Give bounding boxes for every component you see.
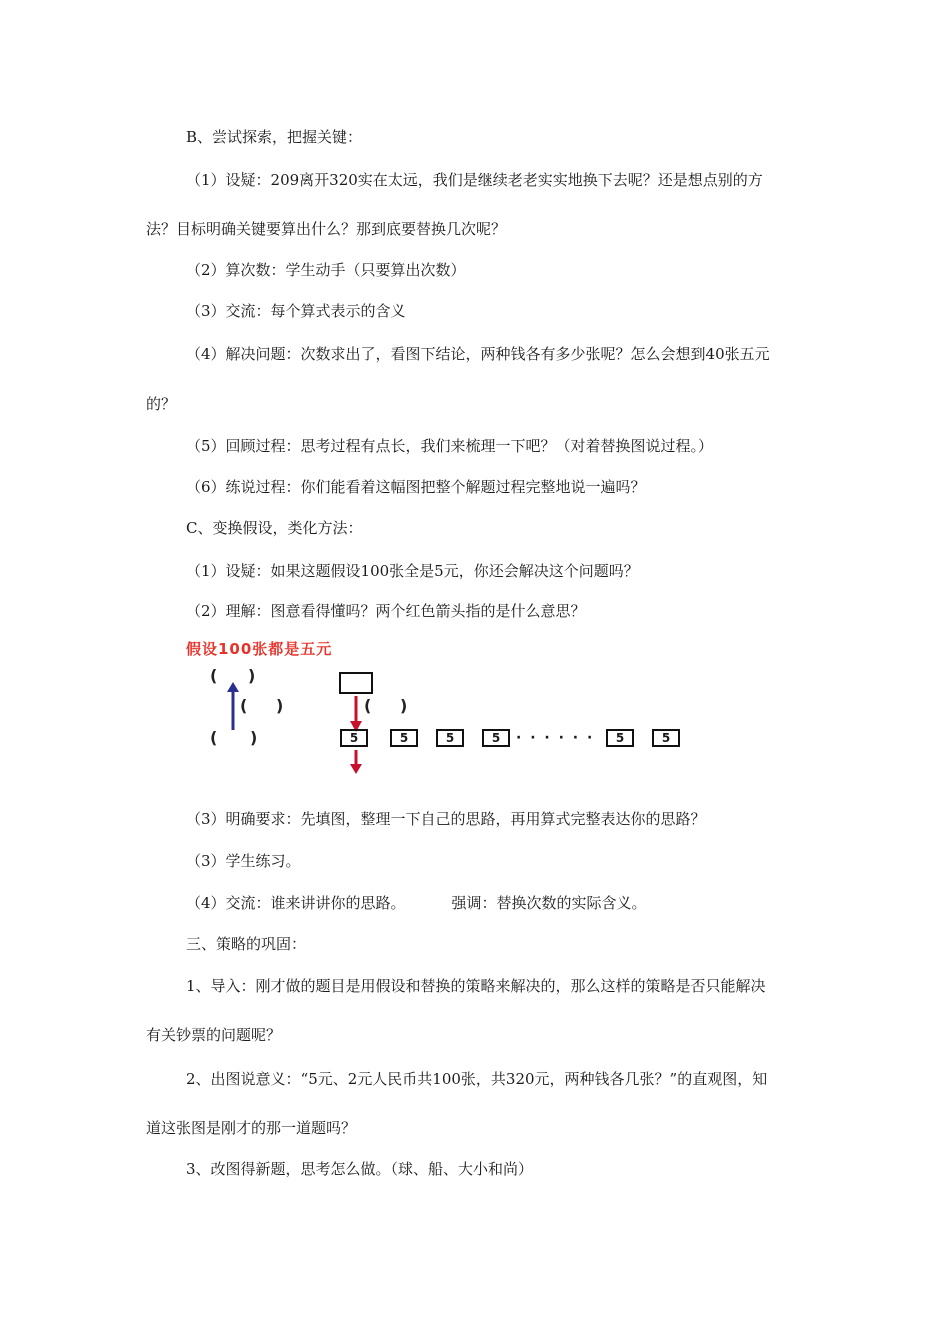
item-c4-emphasis: 强调：替换次数的实际含义。 <box>451 894 647 912</box>
paren-bottom-close: ) <box>250 728 258 747</box>
item-b6: （6）练说过程：你们能看着这幅图把整个解题过程完整地说一遍吗？ <box>186 478 646 496</box>
arrow-down-icon <box>349 696 363 732</box>
item-b3: （3）交流：每个算式表示的含义 <box>186 302 406 320</box>
cell-5: 5 <box>652 729 680 747</box>
item-p2-line1: 2、出图说意义：“5元、2元人民币共100张，共320元，两种钱各几张？”的直观图，知 <box>186 1070 768 1088</box>
paren-bottom-open: ( <box>210 728 218 747</box>
diagram-title: 假设100张都是五元 <box>186 640 333 658</box>
paren-mid-close: ) <box>276 696 284 715</box>
substitution-diagram <box>186 638 706 774</box>
paren-top-open: ( <box>210 666 218 685</box>
item-c3: （3）明确要求：先填图，整理一下自己的思路，再用算式完整表达你的思路？ <box>186 810 706 828</box>
item-b2: （2）算次数：学生动手（只要算出次数） <box>186 261 466 279</box>
item-c2: （2）理解：图意看得懂吗？两个红色箭头指的是什么意思？ <box>186 602 586 620</box>
ellipsis-dots: · · · · · · <box>516 730 595 746</box>
item-p1-line2: 有关钞票的问题呢？ <box>146 1026 282 1044</box>
section-3-heading: 三、策略的巩固： <box>186 935 307 953</box>
cell-5: 5 <box>436 729 464 747</box>
paren-mid-open: ( <box>240 696 248 715</box>
cell-5: 5 <box>340 729 368 747</box>
paren-top-close: ) <box>248 666 256 685</box>
cell-5: 5 <box>482 729 510 747</box>
section-c-heading: C、变换假设，类化方法： <box>186 519 363 537</box>
item-p3: 3、改图得新题，思考怎么做。（球、船、大小和尚） <box>186 1160 534 1178</box>
paren-right-open: ( <box>364 696 372 715</box>
arrow-down-icon <box>349 750 363 774</box>
arrow-up-icon <box>226 682 240 732</box>
cell-5: 5 <box>606 729 634 747</box>
item-c3b: （3）学生练习。 <box>186 852 301 870</box>
paren-right-close: ) <box>400 696 408 715</box>
item-c4 <box>186 893 647 913</box>
blank-box <box>339 672 373 694</box>
item-b4-line1: （4）解决问题：次数求出了，看图下结论，两种钱各有多少张呢？怎么会想到40张五元 <box>186 345 770 363</box>
item-p1-line1: 1、导入：刚才做的题目是用假设和替换的策略来解决的，那么这样的策略是否只能解决 <box>186 977 766 995</box>
section-b-heading: B、尝试探索，把握关键： <box>186 128 363 146</box>
item-b1-line1: （1）设疑：209离开320实在太远，我们是继续老老实实地换下去呢？还是想点别的方 <box>186 171 763 189</box>
item-b4-line2: 的？ <box>146 395 177 413</box>
item-p2-line2: 道这张图是刚才的那一道题吗？ <box>146 1119 357 1137</box>
item-c4-main: （4）交流：谁来讲讲你的思路。 <box>186 894 406 912</box>
item-b5: （5）回顾过程：思考过程有点长，我们来梳理一下吧？（对着替换图说过程。） <box>186 437 714 455</box>
item-c1: （1）设疑：如果这题假设100张全是5元，你还会解决这个问题吗？ <box>186 562 639 580</box>
cell-5: 5 <box>390 729 418 747</box>
item-b1-line2: 法？目标明确关键要算出什么？那到底要替换几次呢？ <box>146 220 507 238</box>
